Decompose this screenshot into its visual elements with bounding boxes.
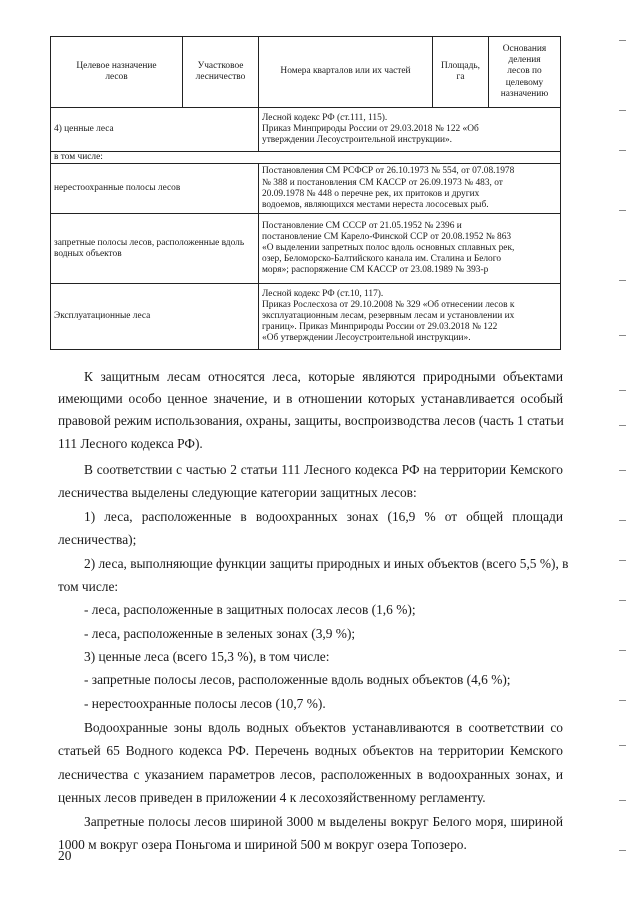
body-line: К защитным лесам относятся леса, которые являются природными объектами bbox=[84, 369, 563, 384]
margin-scan-marks bbox=[619, 0, 629, 905]
body-line: статьей 65 Водного кодекса РФ. Перечень водных объектов на территории Кемского bbox=[58, 743, 563, 758]
body-line: 111 Лесного кодекса РФ). bbox=[58, 436, 203, 451]
header-quarters: Номера кварталов или их частей bbox=[259, 37, 433, 108]
body-line: лесничества); bbox=[58, 532, 137, 547]
row-purpose: Эксплуатационные леса bbox=[51, 284, 259, 350]
header-purpose: Целевое назначение лесов bbox=[51, 37, 183, 108]
row-purpose: в том числе: bbox=[51, 152, 561, 164]
body-line: лесничества выделены следующие категории защитных лесов: bbox=[58, 485, 417, 500]
header-district: Участковое лесничество bbox=[183, 37, 259, 108]
body-line: - запретные полосы лесов, расположенные вдоль водных объектов (4,6 %); bbox=[84, 672, 511, 687]
body-line: ценных лесов приведен в приложении 4 к лесохозяйственному регламенту. bbox=[58, 790, 486, 805]
body-line: 3) ценные леса (всего 15,3 %), в том числе: bbox=[84, 649, 330, 664]
body-line: В соответствии с частью 2 статьи 111 Лесного кодекса РФ на территории Кемского bbox=[84, 462, 563, 477]
table-row bbox=[51, 284, 561, 350]
table-row bbox=[51, 214, 561, 284]
table-row bbox=[51, 164, 561, 214]
row-purpose: запретные полосы лесов, расположенные вдоль водных объектов bbox=[51, 214, 259, 284]
row-basis: Постановление СМ СССР от 21.05.1952 № 2396 и постановление СМ Карело-Финской ССР от 20.08.1952 № 863 «О выделении запретных полос вдоль основных сплавных рек, озер, Беломорско-Балтийского канала им. Сталина и Белого моря»; распоряжение СМ КАССР от 23.08.1989 № 393-р bbox=[259, 214, 561, 284]
row-basis: Постановления СМ РСФСР от 26.10.1973 № 554, от 07.08.1978 № 388 и постановления СМ КАССР от 26.09.1973 № 483, от 20.09.1978 № 448 о перечне рек, их притоков и других водоемов, являющихся местами нереста лососевых рыб. bbox=[259, 164, 561, 214]
row-basis: Лесной кодекс РФ (ст.111, 115). Приказ Минприроды России от 29.03.2018 № 122 «Об утверждении Лесоустроительной инструкции». bbox=[259, 108, 561, 152]
table-row bbox=[51, 152, 561, 164]
body-line: том числе: bbox=[58, 579, 119, 594]
body-line: имеющими особо ценное значение, и в отношении которых устанавливается особый bbox=[58, 391, 563, 406]
body-line: лесничества с указанием параметров лесов, расположенных в водоохранных зонах, и bbox=[58, 767, 563, 782]
body-line: - леса, расположенные в защитных полосах лесов (1,6 %); bbox=[84, 602, 416, 617]
table-header-row bbox=[51, 37, 561, 108]
body-line: 2) леса, выполняющие функции защиты природных и иных объектов (всего 5,5 %), в bbox=[84, 556, 569, 571]
body-line: Запретные полосы лесов шириной 3000 м выделены вокруг Белого моря, шириной bbox=[84, 814, 563, 829]
header-area: Площадь, га bbox=[433, 37, 489, 108]
body-line: Водоохранные зоны вдоль водных объектов устанавливаются в соответствии со bbox=[84, 720, 563, 735]
table-row bbox=[51, 108, 561, 152]
body-line: 1000 м вокруг озера Поньгома и шириной 500 м вокруг озера Топозеро. bbox=[58, 837, 467, 852]
body-line: правовой режим использования, охраны, защиты, воспроизводства лесов (часть 1 статьи bbox=[58, 413, 564, 428]
forest-purpose-table bbox=[50, 36, 561, 350]
row-basis: Лесной кодекс РФ (ст.10, 117). Приказ Рослесхоза от 29.10.2008 № 329 «Об отнесении лесов к эксплуатационным лесам, резервным лесам и установлении их границ». Приказ Минприроды России от 29.03.2018 № 122 «Об утверждении Лесоустроительной инструкции». bbox=[259, 284, 561, 350]
body-line: - леса, расположенные в зеленых зонах (3,9 %); bbox=[84, 626, 356, 641]
body-line: 1) леса, расположенные в водоохранных зонах (16,9 % от общей площади bbox=[84, 509, 563, 524]
row-purpose: 4) ценные леса bbox=[51, 108, 259, 152]
row-purpose: нерестоохранные полосы лесов bbox=[51, 164, 259, 214]
body-line: - нерестоохранные полосы лесов (10,7 %). bbox=[84, 696, 326, 711]
page-number: 20 bbox=[58, 848, 72, 863]
header-basis: Основания деления лесов по целевому назначению bbox=[489, 37, 561, 108]
